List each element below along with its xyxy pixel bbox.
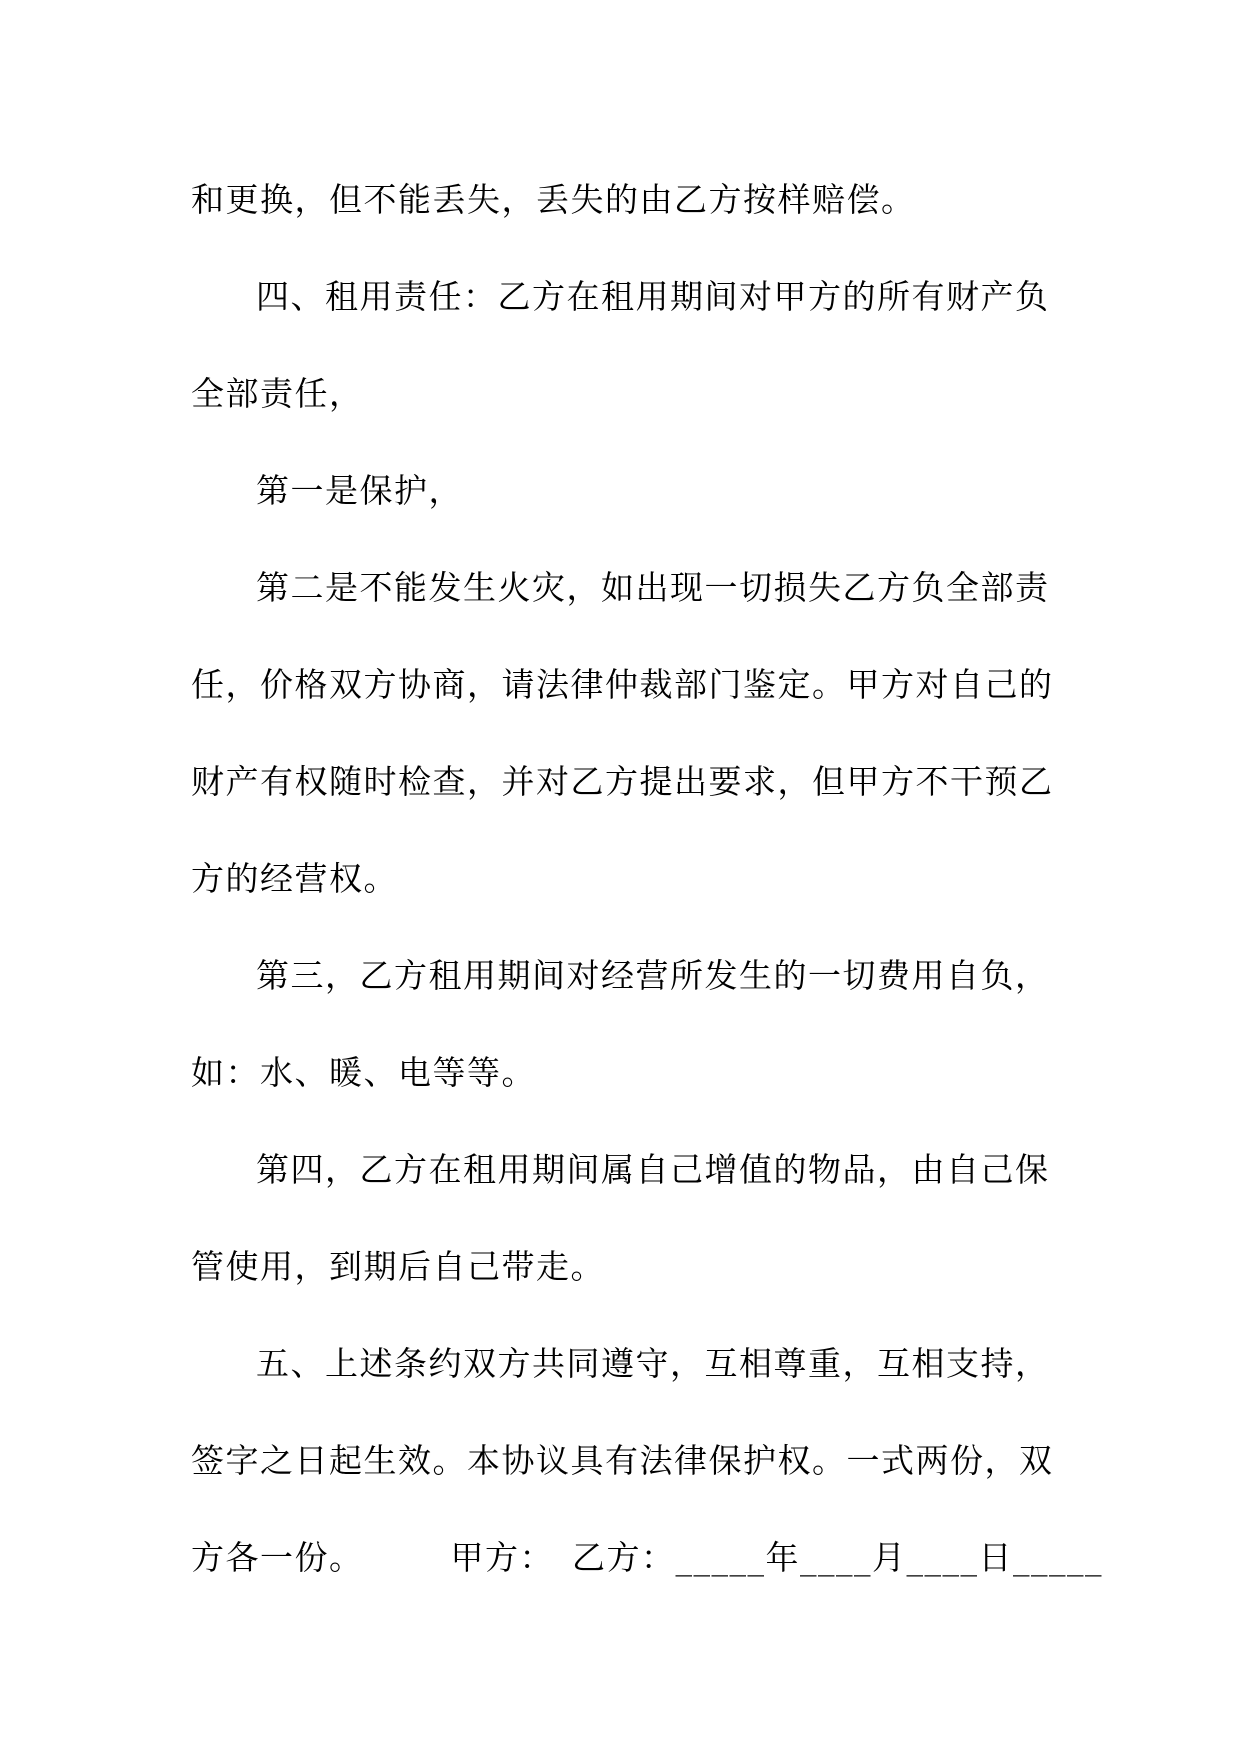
paragraph-line: 五、上述条约双方共同遵守，互相尊重，互相支持，: [256, 1344, 1050, 1383]
paragraph-line: 第一是保护，: [256, 471, 463, 510]
paragraph-line: 签字之日起生效。本协议具有法律保护权。一式两份，双: [191, 1441, 1054, 1480]
paragraph-line: 第三，乙方租用期间对经营所发生的一切费用自负，: [256, 956, 1050, 995]
paragraph-line: 全部责任，: [191, 374, 364, 413]
paragraph-line: 财产有权随时检查，并对乙方提出要求，但甲方不干预乙: [191, 762, 1054, 801]
paragraph-line: 管使用，到期后自己带走。: [191, 1247, 605, 1286]
paragraph-line: 如：水、暖、电等等。: [191, 1053, 536, 1092]
signature-line: 方各一份。 甲方： 乙方：_____年____月____日_____: [191, 1538, 1103, 1577]
paragraph-line: 方的经营权。: [191, 859, 398, 898]
paragraph-line: 第二是不能发生火灾，如出现一切损失乙方负全部责: [256, 568, 1050, 607]
paragraph-line: 和更换，但不能丢失，丢失的由乙方按样赔偿。: [191, 180, 916, 219]
paragraph-line: 第四，乙方在租用期间属自己增值的物品，由自己保: [256, 1150, 1050, 1189]
paragraph-line: 任，价格双方协商，请法律仲裁部门鉴定。甲方对自己的: [191, 665, 1054, 704]
paragraph-line: 四、租用责任：乙方在租用期间对甲方的所有财产负: [256, 277, 1050, 316]
